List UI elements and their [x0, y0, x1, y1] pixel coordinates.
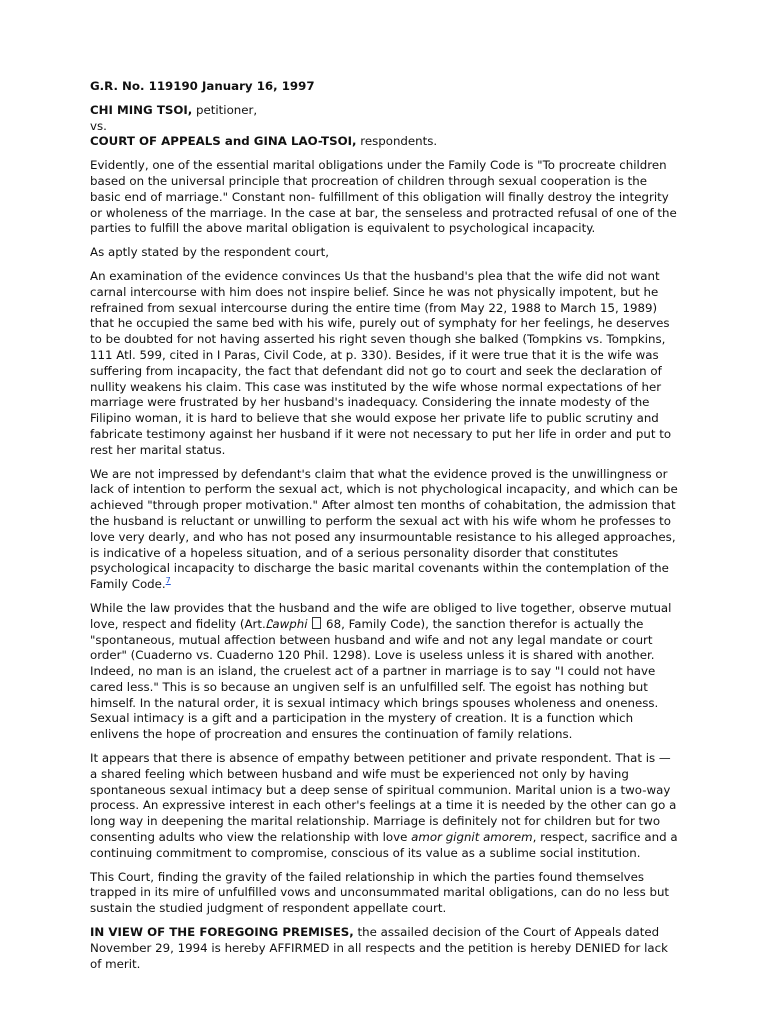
paragraph-4-text: We are not impressed by defendant's claim that what the evidence proved is the unwillingness or lack of intention to perform the sexual act, which is not phychological incapacity, and which can be achieved "through proper motivation." After almost ten months of cohabitation, the admission that the husband is reluctant or unwilling to perform the sexual act with his wife whom he professes to love very dearly, and who has not posed any insurmountable resistance to his alleged approaches, is indicative of a hopeless situation, and of a serious personality disorder that constitutes psychological incapacity to discharge the basic marital covenants within the contemplation of the Family Code.	[90, 466, 678, 592]
paragraph-6-text-a: It appears that there is absence of empathy between petitioner and private respondent. That is — a shared feeling which between husband and wife must be experienced not only by having spontaneous sexual intimacy but a deep sense of spiritual communion. Marital union is a two-way process. An expressive interest in each other's feelings at a time it is needed by the other can go a long way in deepening the marital relationship. Marriage is definitely not for children but for two consenting adults who view the relationship with love	[90, 751, 677, 845]
paragraph-7: This Court, finding the gravity of the failed relationship in which the parties found themselves trapped in its mire of unfulfilled vows and unconsummated marital obligations, can do no less but sustain the studied judgment of respondent appellate court.	[90, 869, 670, 916]
respondents-name: COURT OF APPEALS and GINA LAO-TSOI,	[90, 134, 357, 149]
footnote-link[interactable]: 7	[165, 576, 171, 586]
paragraph-3: An examination of the evidence convinces Us that the husband's plea that the wife did not want carnal intercourse with him does not inspire belief. Since he was not physically impotent, but he refrained from sexual intercourse during the entire time (from May 22, 1988 to March 15, 1989) that he occupied the same bed with his wife, purely out of symphaty for her feelings, he deserves to be doubted for not having asserted his right seven though she balked (Tompkins vs. Tompkins, 111 Atl. 599, cited in I Paras, Civil Code, at p. 330). Besides, if it were true that it is the wife was suffering from incapacity, the fact that defendant did not go to court and seek the declaration of nullity weakens his claim. This case was instituted by the wife whose normal expectations of her marriage were frustrated by her husband's inadequacy. Considering the innate modesty of the Filipino woman, it is hard to believe that she would expose her private life to public scrutiny and fabricate testimony against her husband if it were not necessary to put her life in order and put to rest her marital status.	[90, 268, 672, 457]
latin-phrase: amor gignit amorem	[411, 830, 533, 845]
versus-line: vs.	[90, 118, 107, 133]
paragraph-8	[90, 925, 678, 972]
paragraph-8-lead: IN VIEW OF THE FOREGOING PREMISES,	[90, 925, 354, 940]
petitioner-line	[90, 103, 678, 119]
missing-glyph-icon	[312, 617, 321, 629]
petitioner-role: petitioner,	[192, 102, 258, 117]
paragraph-5	[90, 601, 678, 743]
paragraph-5-text-b: 68, Family Code), the sanction therefor is actually the "spontaneous, mutual affection between husband and wife and not any legal mandate or court order" (Cuaderno vs. Cuaderno 120 Phil. 1298). Love is useless unless it is shared with another. Indeed, no man is an island, the cruelest act of a partner in marriage is to say "I could not have cared less." This is so because an ungiven self is an unfulfilled self. The egoist has nothing but himself. In the natural order, it is sexual intimacy which brings spouses wholeness and oneness. Sexual intimacy is a gift and a participation in the mystery of creation. It is a function which enlivens the hope of procreation and ensures the continuation of family relations.	[90, 616, 659, 742]
watermark-text: Ꮭawphi	[265, 616, 308, 631]
paragraph-4	[90, 467, 678, 593]
paragraph-6-text-b: , respect, sacrifice and a continuing commitment to compromise, conscious of its value as a sublime social institution.	[90, 830, 678, 860]
case-citation: G.R. No. 119190 January 16, 1997	[90, 79, 315, 93]
paragraph-5-text-a: While the law provides that the husband and the wife are obliged to live together, observe mutual love, respect and fidelity (Art.	[90, 600, 672, 631]
case-parties	[90, 103, 678, 150]
paragraph-6	[90, 751, 678, 862]
paragraph-8-text: the assailed decision of the Court of Appeals dated November 29, 1994 is hereby AFFIRMED in all respects and the petition is hereby DENIED for lack of merit.	[90, 925, 668, 971]
petitioner-name: CHI MING TSOI,	[90, 102, 193, 117]
paragraph-1: Evidently, one of the essential marital obligations under the Family Code is "To procreate children based on the universal principle that procreation of children through sexual cooperation is the basic end of marriage." Constant non- fulfillment of this obligation will finally destroy the integrity or wholeness of the marriage. In the case at bar, the senseless and protracted refusal of one of the parties to fulfill the above marital obligation is equivalent to psychological incapacity.	[90, 158, 677, 236]
paragraph-2: As aptly stated by the respondent court,	[90, 245, 329, 260]
respondents-role: respondents.	[356, 134, 438, 149]
respondents-line	[90, 134, 678, 150]
